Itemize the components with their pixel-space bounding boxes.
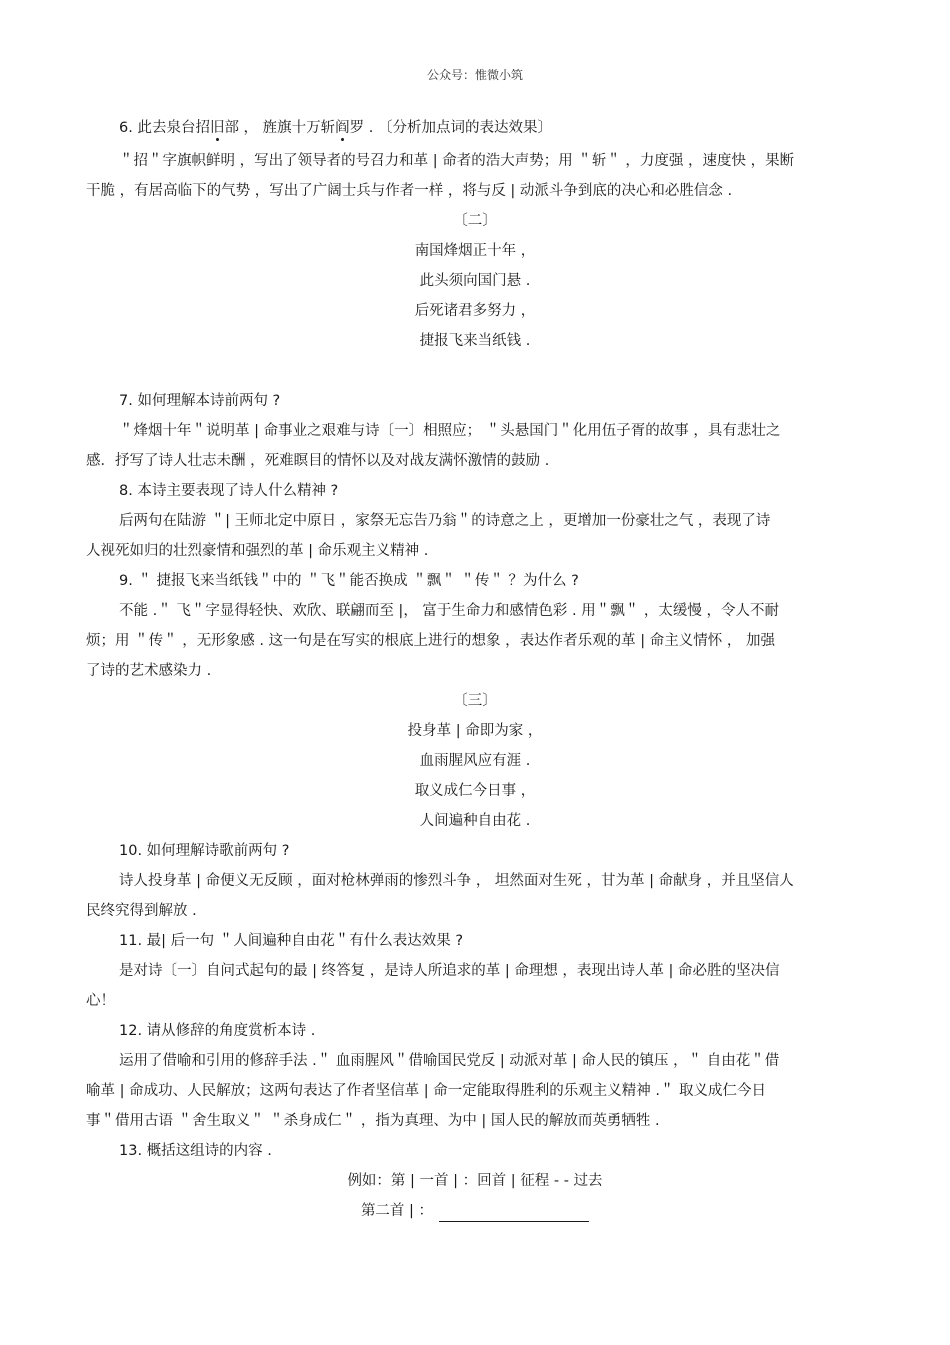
answer-9-line-2: 烦；用 ＂传＂ ，无形象感 . 这一句是在写实的根底上进行的想象 ，表达作者乐观的革 | 命主义情怀 ， 加强	[86, 633, 775, 649]
question-6-part-c: 罗 . 〔分析加点词的表达效果〕	[349, 120, 552, 136]
poem-2-line-1: 南国烽烟正十年 ，	[414, 243, 536, 259]
question-13: 13. 概括这组诗的内容 .	[119, 1143, 272, 1159]
answer-11-line-2: 心！	[86, 993, 115, 1009]
question-9: 9. ＂ 捷报飞来当纸钱＂中的 ＂飞＂能否换成 ＂飘＂ ＂传＂ ？为什么 ?	[119, 573, 579, 589]
dotted-word-jiu: 旧	[209, 120, 225, 136]
answer-9-line-1: 不能 .＂ 飞＂字显得轻快、欢欣、联翩而至 |， 富于生命力和感情色彩 . 用＂飘＂ ，太缓慢 ，令人不耐	[119, 603, 779, 619]
poem-3-line-2: 血雨腥风应有涯 .	[419, 753, 531, 769]
question-6-part-a: 6. 此去泉台招	[119, 120, 210, 136]
poem-3-line-3: 取义成仁今日事 ，	[414, 783, 536, 799]
answer-12-line-2: 喻革 | 命成功、人民解放；这两句表达了作者坚信革 | 命一定能取得胜利的乐观主义精神 .＂ 取义成仁今日	[86, 1083, 767, 1099]
answer-6-line-1: ＂招＂字旗帜鲜明 ，写出了领导者的号召力和革 | 命者的浩大声势；用 ＂斩＂ ，力度强 ，速度快 ，果断	[119, 153, 795, 169]
poem-2-heading: 〔二〕	[453, 213, 497, 229]
poem-3-heading: 〔三〕	[453, 693, 497, 709]
answer-12-line-3: 事＂借用古语 ＂舍生取义＂ ＂杀身成仁＂ ，指为真理、为中 | 国人民的解放而英勇牺牲 .	[86, 1113, 660, 1129]
answer-9-line-3: 了诗的艺术感染力 .	[86, 663, 212, 679]
question-8: 8. 本诗主要表现了诗人什么精神 ?	[119, 483, 339, 499]
answer-8-line-2: 人视死如归的壮烈豪情和强烈的革 | 命乐观主义精神 .	[86, 543, 429, 559]
answer-7-line-2: 感．抒写了诗人壮志未酬 ，死难瞑目的情怀以及对战友满怀激情的鼓励 .	[86, 453, 550, 469]
question-7: 7. 如何理解本诗前两句 ?	[119, 393, 281, 409]
answer-13-second-label: 第二首 | ：	[360, 1203, 434, 1219]
answer-13-example: 例如：第 | 一首 | ：回首 | 征程 - - 过去	[347, 1173, 603, 1189]
poem-3-line-1: 投身革 | 命即为家 ，	[407, 723, 543, 739]
dotted-word-yan: 阎	[335, 120, 350, 136]
question-10: 10. 如何理解诗歌前两句 ?	[119, 843, 290, 859]
question-12: 12. 请从修辞的角度赏析本诗 .	[119, 1023, 316, 1039]
question-11: 11. 最| 后一句 ＂人间遍种自由花＂有什么表达效果 ?	[119, 933, 464, 949]
answer-7-line-1: ＂烽烟十年＂说明革 | 命事业之艰难与诗〔一〕相照应； ＂头悬国门＂化用伍子胥的故事 ，具有悲壮之	[119, 423, 781, 439]
fill-in-blank[interactable]	[439, 1205, 589, 1222]
answer-6-line-2: 干脆 ，有居高临下的气势 ，写出了广阔士兵与作者一样 ，将与反 | 动派斗争到底的决心和必胜信念 .	[86, 183, 733, 199]
poem-2-line-4: 捷报飞来当纸钱 .	[419, 333, 531, 349]
answer-8-line-1: 后两句在陆游 ＂| 王师北定中原日 ，家祭无忘告乃翁＂的诗意之上 ，更增加一份豪壮之气 ，表现了诗	[119, 513, 771, 529]
poem-3-line-4: 人间遍种自由花 .	[419, 813, 531, 829]
question-6-part-b: 部 ， 旌旗十万斩	[224, 120, 336, 136]
answer-10-line-2: 民终究得到解放 .	[86, 903, 197, 919]
answer-13-second	[0, 1200, 950, 1222]
answer-11-line-1: 是对诗〔一〕自问式起句的最 | 终答复 ，是诗人所追求的革 | 命理想 ，表现出诗人革 | 命必胜的坚决信	[119, 963, 780, 979]
poem-2-line-3: 后死诸君多努力 ，	[414, 303, 536, 319]
answer-12-line-1: 运用了借喻和引用的修辞手法 .＂ 血雨腥风＂借喻国民党反 | 动派对革 | 命人民的镇压 ，＂ 自由花＂借	[119, 1053, 780, 1069]
question-6	[119, 117, 899, 139]
answer-10-line-1: 诗人投身革 | 命便义无反顾 ，面对枪林弹雨的惨烈斗争 ， 坦然面对生死 ，甘为革 | 命献身 ，并且坚信人	[119, 873, 794, 889]
poem-2-line-2: 此头须向国门悬 .	[419, 273, 531, 289]
page-header: 公众号：惟微小筑	[426, 68, 523, 82]
